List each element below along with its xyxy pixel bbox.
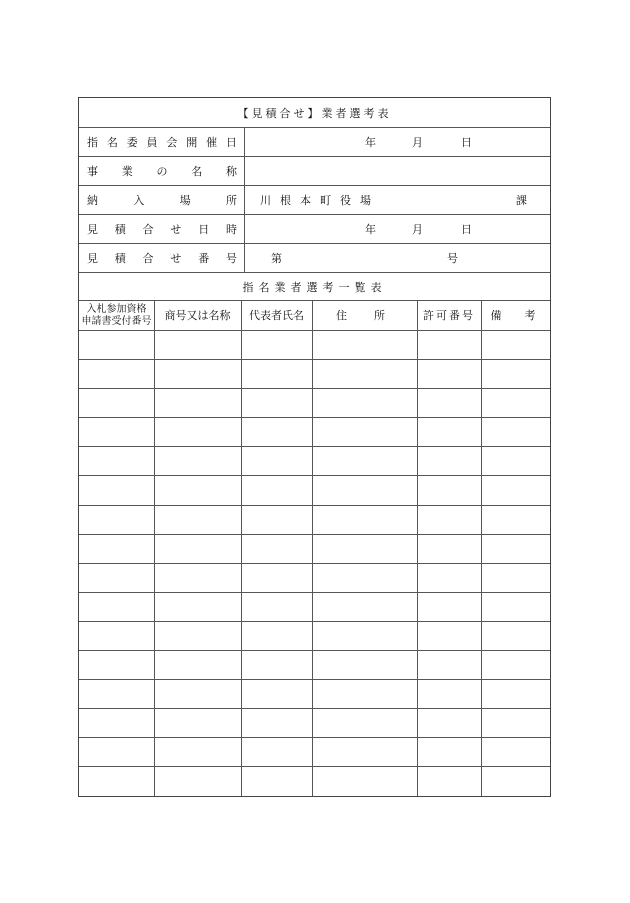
column-divider <box>417 301 418 796</box>
month-label: 月 <box>412 223 423 236</box>
label-char: 業 <box>121 165 133 178</box>
table-row <box>79 768 550 797</box>
label-char: せ <box>170 252 182 265</box>
field-label <box>87 186 237 214</box>
table-row <box>79 738 550 767</box>
label-char: 会 <box>166 136 178 149</box>
label-char: 日 <box>198 223 210 236</box>
table-row <box>79 709 550 738</box>
label-char: 合 <box>142 223 154 236</box>
label-char: 見 <box>87 223 98 236</box>
field-label-text <box>87 192 237 208</box>
table-row <box>79 622 550 651</box>
label-char: 時 <box>225 223 237 236</box>
field-label <box>87 128 237 156</box>
label-char: 指 <box>87 136 98 149</box>
delivery-place-value: 川根本町役場 <box>260 194 380 207</box>
label-char: 名 <box>191 165 203 178</box>
column-divider <box>154 301 155 796</box>
label-char: 所 <box>225 194 237 207</box>
table-row <box>79 593 550 622</box>
field-row-quote-datetime <box>79 215 550 244</box>
list-title-row <box>79 273 550 301</box>
label-char: 日 <box>225 136 237 149</box>
label-char: 見 <box>87 252 98 265</box>
column-divider <box>241 301 242 796</box>
label-char: 入 <box>133 194 145 207</box>
table-row <box>79 331 550 360</box>
table-row <box>79 477 550 506</box>
column-divider <box>481 301 482 796</box>
year-label: 年 <box>365 136 376 149</box>
label-char: 称 <box>226 165 237 178</box>
field-label <box>87 244 237 272</box>
col-header-company-name: 商号又は名称 <box>164 308 231 322</box>
field-row-delivery-place <box>79 186 550 215</box>
column-divider <box>244 244 245 272</box>
label-char: 開 <box>186 136 198 149</box>
label-char: 号 <box>225 252 237 265</box>
column-divider <box>312 301 313 796</box>
field-row-quote-number <box>79 244 550 273</box>
list-header-row <box>79 301 550 331</box>
year-label: 年 <box>365 223 376 236</box>
col-header-receipt-no <box>79 301 154 330</box>
table-row <box>79 360 550 389</box>
table-row <box>79 447 550 476</box>
field-label-text <box>87 250 237 266</box>
field-label-text <box>87 134 237 150</box>
label-char: 名 <box>106 136 118 149</box>
table-row <box>79 418 550 447</box>
month-label: 月 <box>412 136 423 149</box>
label-char: 場 <box>179 194 191 207</box>
day-label: 日 <box>461 136 472 149</box>
label-char: 合 <box>142 252 154 265</box>
column-divider <box>244 157 245 185</box>
field-row-meeting-date <box>79 128 550 157</box>
col-header-remarks: 備 考 <box>490 308 542 322</box>
field-row-project-name <box>79 157 550 186</box>
label-char: 員 <box>146 136 158 149</box>
label-char: せ <box>170 223 182 236</box>
day-label: 日 <box>461 223 472 236</box>
table-row <box>79 564 550 593</box>
label-char: の <box>156 165 168 178</box>
label-char: 催 <box>206 136 218 149</box>
col-header-representative: 代表者氏名 <box>249 308 304 322</box>
column-divider <box>244 128 245 156</box>
number-suffix: 号 <box>447 252 458 265</box>
col-header-license-no: 許可番号 <box>423 308 475 322</box>
field-label-text <box>87 221 237 237</box>
section-label: 課 <box>516 194 527 207</box>
form-title: 【見積合せ】業者選考表 <box>237 106 392 120</box>
column-divider <box>244 186 245 214</box>
col-header-address: 住 所 <box>336 308 393 322</box>
label-char: 積 <box>114 252 126 265</box>
label-char: 納 <box>87 194 98 207</box>
vendor-selection-form <box>78 97 551 797</box>
field-label <box>87 215 237 243</box>
table-row <box>79 535 550 564</box>
field-label <box>87 157 237 185</box>
column-divider <box>244 215 245 243</box>
table-row <box>79 680 550 709</box>
label-char: 積 <box>114 223 126 236</box>
table-row <box>79 506 550 535</box>
label-char: 委 <box>126 136 138 149</box>
label-char: 事 <box>87 165 98 178</box>
table-row <box>79 389 550 418</box>
number-prefix: 第 <box>271 252 282 265</box>
col-header-text: 入札参加資格 申請書受付番号 <box>81 303 152 327</box>
table-row <box>79 651 550 680</box>
label-char: 番 <box>198 252 210 265</box>
form-title-row <box>79 98 550 128</box>
list-title: 指名業者選考一覧表 <box>242 280 387 294</box>
field-label-text <box>87 163 237 179</box>
